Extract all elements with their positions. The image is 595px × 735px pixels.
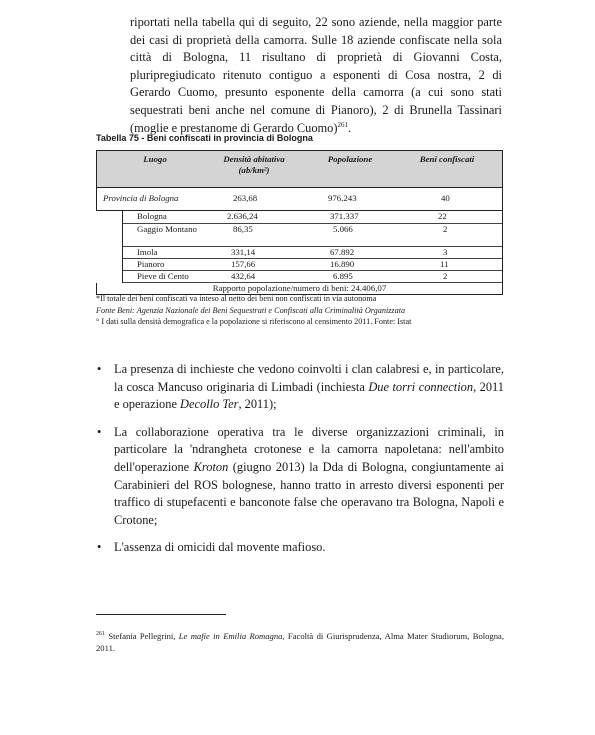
row-name: Bologna xyxy=(137,211,167,221)
list-item xyxy=(96,361,504,414)
table-caption: Tabella 75 - Beni confiscati in provincia di Bologna xyxy=(96,133,313,143)
bullet-list xyxy=(96,361,504,567)
row-densita: 2.636,24 xyxy=(227,211,258,221)
intro-text: riportati nella tabella qui di seguito, 22 sono aziende, nella maggior parte dei casi di proprietà della camorra. Sulle 18 aziende confiscate nella sola città di Bologna, 11 risultano di proprietà di Giovanni Costa, pluripregiudicato ritenuto contiguo a esponenti di Cosa nostra, 2 di Gerardo Cuomo, presunto esponente della camorra (a cui sono stati sequestrati beni anche nel comune di Pianoro), 2 di Brunella Tassinari (moglie e prestanome di Gerardo Cuomo) xyxy=(130,15,502,135)
table-row xyxy=(123,259,502,271)
footnote-261 xyxy=(96,628,504,654)
bullet-text: (giugno 2013) la Dda di Bologna, congiuntamente ai Carabinieri del ROS bolognese, hanno tratto in arresto diversi esponenti per traffico di stupefacenti e banconote false che operavano tra Bologna, Napoli e Crotone; xyxy=(114,459,505,527)
confiscated-assets-table xyxy=(96,150,503,295)
footnote-title: Le mafie in Emilia Romagna xyxy=(178,630,283,641)
bullet-italic: Kroton xyxy=(193,459,229,474)
bullet-text: , 2011); xyxy=(238,397,277,412)
row-popolazione: 67.892 xyxy=(330,247,355,257)
province-densita: 263,68 xyxy=(233,193,258,203)
row-popolazione: 6.895 xyxy=(333,271,353,281)
province-beni: 40 xyxy=(441,193,450,203)
row-densita: 86,35 xyxy=(233,224,253,234)
ratio-row: Rapporto popolazione/numero di beni: 24.406,07 xyxy=(96,283,503,295)
list-item xyxy=(96,424,504,530)
bullet-icon: • xyxy=(97,362,102,376)
footnote-number: 261 xyxy=(96,631,105,637)
table-row xyxy=(123,271,502,283)
province-popolazione: 976.243 xyxy=(328,193,357,203)
table-notes xyxy=(96,293,504,328)
bullet-icon: • xyxy=(97,424,102,439)
header-popolazione: Popolazione xyxy=(327,154,373,164)
row-popolazione: 5.066 xyxy=(333,224,353,234)
row-popolazione: 16.890 xyxy=(330,259,355,269)
row-beni: 22 xyxy=(438,211,447,221)
table-row xyxy=(123,224,502,247)
footnote-divider xyxy=(96,614,226,615)
note-total: *Il totale dei beni confiscati va inteso al netto dei beni non confiscati in via autonoma xyxy=(96,294,377,303)
table-header xyxy=(96,150,503,188)
row-beni: 2 xyxy=(443,271,448,281)
bullet-italic: Due torri connection xyxy=(368,379,474,394)
row-popolazione: 371.337 xyxy=(330,211,359,221)
row-densita: 331,14 xyxy=(231,247,256,257)
footnote-ref-261[interactable]: 261 xyxy=(337,120,348,129)
row-name: Imola xyxy=(137,247,158,257)
row-name: Pianoro xyxy=(137,259,165,269)
note-source: Fonte Beni: Agenzia Nazionale dei Beni Sequestrati e Confiscati alla Criminalità Organizzata xyxy=(96,305,406,315)
province-row xyxy=(96,188,503,211)
bullet-italic: Decollo Ter xyxy=(180,397,239,412)
intro-paragraph xyxy=(130,14,502,137)
intro-end: . xyxy=(347,120,352,135)
bullet-text: , 2011 e operazione xyxy=(114,379,504,412)
bullet-text: L'assenza di omicidi dal movente mafioso. xyxy=(114,540,326,555)
list-item xyxy=(96,539,504,557)
note-census: ° I dati sulla densità demografica e la popolazione si riferiscono al censimento 2011. Fonte: Istat xyxy=(96,317,412,327)
row-densita: 157,66 xyxy=(231,259,256,269)
table-row xyxy=(123,247,502,259)
municipality-rows xyxy=(122,211,503,283)
row-name: Gaggio Montano xyxy=(137,224,197,234)
row-beni: 2 xyxy=(443,224,448,234)
footnote-text: Stefania Pellegrini, xyxy=(105,630,179,641)
row-beni: 3 xyxy=(443,247,448,257)
bullet-icon: • xyxy=(97,540,102,555)
row-densita: 432,64 xyxy=(231,271,256,281)
province-name: Provincia di Bologna xyxy=(103,193,179,203)
footnote-text: , Facoltà di Giurisprudenza, Alma Mater Studiorum, Bologna, 2011. xyxy=(96,630,504,653)
header-densita: Densità abitativa (ab/km²) xyxy=(223,154,285,175)
header-luogo: Luogo xyxy=(143,154,167,164)
row-name: Pieve di Cento xyxy=(137,271,189,281)
bullet-text: La collaborazione operativa tra le diverse organizzazioni criminali, in particolare la 'ndrangheta crotonese e la camorra napoletana: nell'ambito dell'operazione xyxy=(114,424,504,474)
bullet-text: La presenza di inchieste che vedono coinvolti i clan calabresi e, in particolare, la cosca Mancuso originaria di Limbadi (inchiesta xyxy=(114,362,504,394)
header-beni: Beni confiscati xyxy=(419,154,475,164)
row-beni: 11 xyxy=(440,259,449,269)
table-row xyxy=(123,211,502,224)
